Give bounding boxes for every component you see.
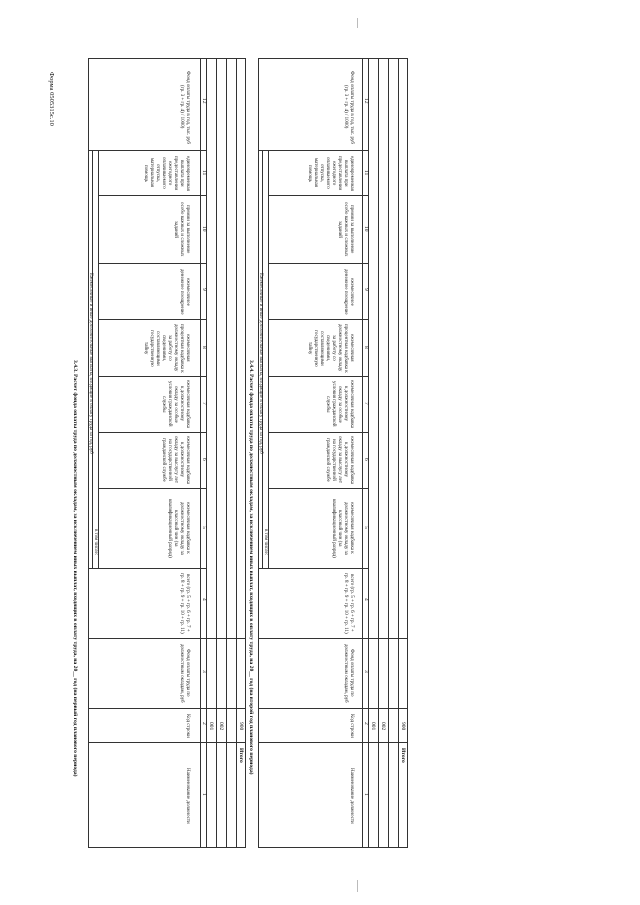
section1-colnum: 11 [201,170,207,176]
section1-row-code: 900 [238,722,244,731]
section2-colnum: 9 [363,288,369,291]
section1-header-col2: Код строки [185,714,190,738]
section1-header-col9: ежемесячное денежное поощрение [179,269,190,315]
section2-colnum: 11 [363,170,369,176]
section1-header-col1: Наименование должности [185,768,190,824]
section1-colnum: 1 [201,793,207,796]
section2-header-col2: Код строки [349,714,354,738]
section2-colnum: 4 [363,598,369,601]
section1-header-col8: ежемесячная процентная надбавка к должностному окладу за работу со сведениями, составляющими государственную тайну [143,323,190,373]
section1-header-col5: ежемесячная надбавка к должностному окладу за классный чин (за квалификационный разряд) [167,498,190,558]
scan-edge-mark [357,18,358,28]
section1-group-sub: в том числе: [93,528,98,556]
scan-edge-mark [357,880,358,892]
section2-header-col5: ежемесячная надбавка к должностному окладу за классный чин (за квалификационный разряд) [331,498,354,558]
section2-colnum: 10 [363,226,369,232]
section1-header-col11: единовременная выплата при предоставлении ежегодного оплачиваемого отпуска, материальная помощь [143,155,190,191]
section1-total-label: Итого [238,748,244,763]
section2-header-col3: Фонд оплаты труда по должностным окладам, руб [343,643,354,703]
section1-colnum: 12 [201,98,207,104]
section1-colnum: 8 [201,346,207,349]
section2-header-col1: Наименование должности [349,768,354,824]
section1-header-col12: Фонд оплаты труда в год, тыс. руб (гр. 3 + гр. 4) / 1000) [179,70,190,144]
section2-header-col9: ежемесячное денежное поощрение [343,269,354,315]
section1-header-col3: Фонд оплаты труда по должностным окладам, руб [179,643,190,703]
section1-colnum: 3 [201,670,207,673]
section2-total-label: Итого [400,748,406,763]
section1-colnum: 7 [201,402,207,405]
section2-table [258,58,408,848]
section2-colnum: 12 [363,98,369,104]
section2-colnum: 8 [363,346,369,349]
section2-header-col12: Фонд оплаты труда в год, тыс. руб (гр. 3 + гр. 4) / 1000) [343,70,354,144]
section2-header-col11: единовременная выплата при предоставлении ежегодного оплачиваемого отпуска, материальная помощь [307,155,354,191]
section1-colnum: 4 [201,598,207,601]
section2-header-col4: всего (гр. 5 + гр. 6 + гр. 7 + гр. 8 + гр. 9 + гр. 10 + гр. 11) [343,572,354,634]
section2-row-code: 900 [400,722,406,731]
section1-header-col4: всего (гр. 5 + гр. 6 + гр. 7 + гр. 8 + гр. 9 + гр. 10 + гр. 11) [179,572,190,634]
section1-title: 3.4.3. Расчет фонда оплаты труда по должностным окладам, за исключением иных выплат, входящих в оплату труда, на 20__ год (на первый год планового периода) [72,360,78,777]
section2-header-col8: ежемесячная процентная надбавка к должностному окладу за работу со сведениями, составляющими государственную тайну [307,323,354,373]
section1-colnum: 5 [201,526,207,529]
section1-header-col6: ежемесячная надбавка к должностному окладу за выслугу лет на государственной гражданской службе [161,436,190,484]
section2-header-col10: премии за выполнение особо важных и сложных заданий [337,201,354,257]
section2-colnum: 2 [363,722,369,725]
section2-colnum: 3 [363,670,369,673]
section2-colnum: 5 [363,526,369,529]
section1-header-col7: ежемесячная надбавка к должностному окладу за особые условия гражданской службы [161,380,190,428]
section2-title: 3.4.4. Расчет фонда оплаты труда по должностным окладам, за исключением иных выплат, входящих в оплату труда, на 20__ год (на второй год планового периода) [248,360,254,775]
section2-row-code: 001 [370,722,376,731]
form-number: Форма 0505315с.10 [48,72,55,126]
section2-group-sub: в том числе: [263,528,268,556]
section1-colnum: 2 [201,722,207,725]
section1-row-code: 001 [208,722,214,731]
section1-colnum: 6 [201,458,207,461]
section2-row-code: 002 [380,722,386,731]
section2-colnum: 7 [363,402,369,405]
section2-header-col6: ежемесячная надбавка к должностному окладу за выслугу лет на государственной гражданской службе [325,436,354,484]
section2-header-col7: ежемесячная надбавка к должностному окладу за особые условия гражданской службы [325,380,354,428]
section2-group-header: Ежемесячные и иные дополнительные выплаты, входящие в оплату труда за год, руб [258,272,263,454]
section1-colnum: 9 [201,288,207,291]
section1-colnum: 10 [201,226,207,232]
section2-colnum: 1 [363,793,369,796]
section2-colnum: 6 [363,458,369,461]
section1-header-col10: премии за выполнение особо важных и сложных заданий [173,201,190,257]
section1-row-code: 002 [218,722,224,731]
section1-table [88,58,246,848]
section1-group-header: Ежемесячные и иные дополнительные выплаты, входящие в оплату труда за год, руб [88,272,93,454]
